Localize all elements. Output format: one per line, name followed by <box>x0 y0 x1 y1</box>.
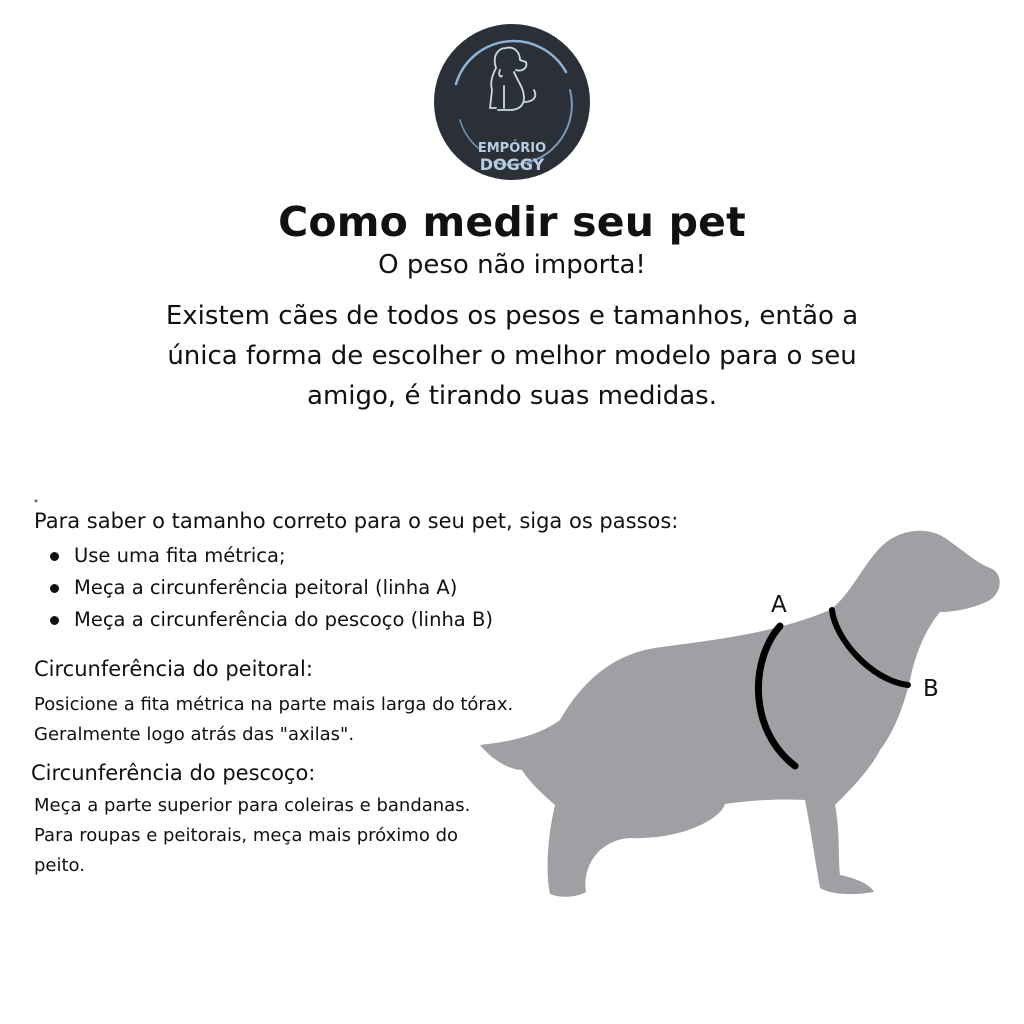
steps-lead: Para saber o tamanho correto para o seu pet, siga os passos: <box>34 509 679 533</box>
step-text: Meça a circunferência do pescoço (linha B) <box>74 608 493 631</box>
step-text: Use uma fita métrica; <box>74 544 286 567</box>
bullet-icon <box>50 616 59 625</box>
dog-body <box>480 531 1000 897</box>
dog-logo-icon <box>434 24 590 180</box>
neck-heading: Circunferência do pescoço: <box>31 761 316 785</box>
list-item <box>50 574 493 606</box>
chest-description <box>34 690 513 750</box>
label-a: A <box>771 592 787 618</box>
page-title: Como medir seu pet <box>278 198 746 246</box>
neck-line: Para roupas e peitorais, meça mais próximo do <box>34 825 459 846</box>
list-item <box>50 542 493 574</box>
svg-text:DOGGY: DOGGY <box>479 155 545 174</box>
emporio-doggy-logo <box>434 24 590 180</box>
steps-list <box>50 542 493 638</box>
bullet-icon <box>50 584 59 593</box>
intro-paragraph: Existem cães de todos os pesos e tamanhos, então a única forma de escolher o melhor modelo para o seu amigo, é tirando suas medidas. <box>165 301 859 411</box>
list-item <box>50 606 493 638</box>
page-subtitle: O peso não importa! <box>378 250 646 280</box>
neck-line: Meça a parte superior para coleiras e bandanas. <box>34 795 471 816</box>
neck-description <box>34 791 470 881</box>
svg-text:EMPÓRIO: EMPÓRIO <box>477 141 547 156</box>
chest-heading: Circunferência do peitoral: <box>34 657 313 681</box>
label-b: B <box>923 676 939 702</box>
bullet-icon <box>50 552 59 561</box>
dog-silhouette-icon <box>470 520 1010 910</box>
footnote-marker: * <box>34 498 38 507</box>
step-text: Meça a circunferência peitoral (linha A) <box>74 576 458 599</box>
chest-line: Geralmente logo atrás das "axilas". <box>34 724 355 745</box>
neck-line: peito. <box>34 855 85 876</box>
chest-line: Posicione a fita métrica na parte mais larga do tórax. <box>34 694 514 715</box>
dog-diagram <box>470 520 1010 910</box>
